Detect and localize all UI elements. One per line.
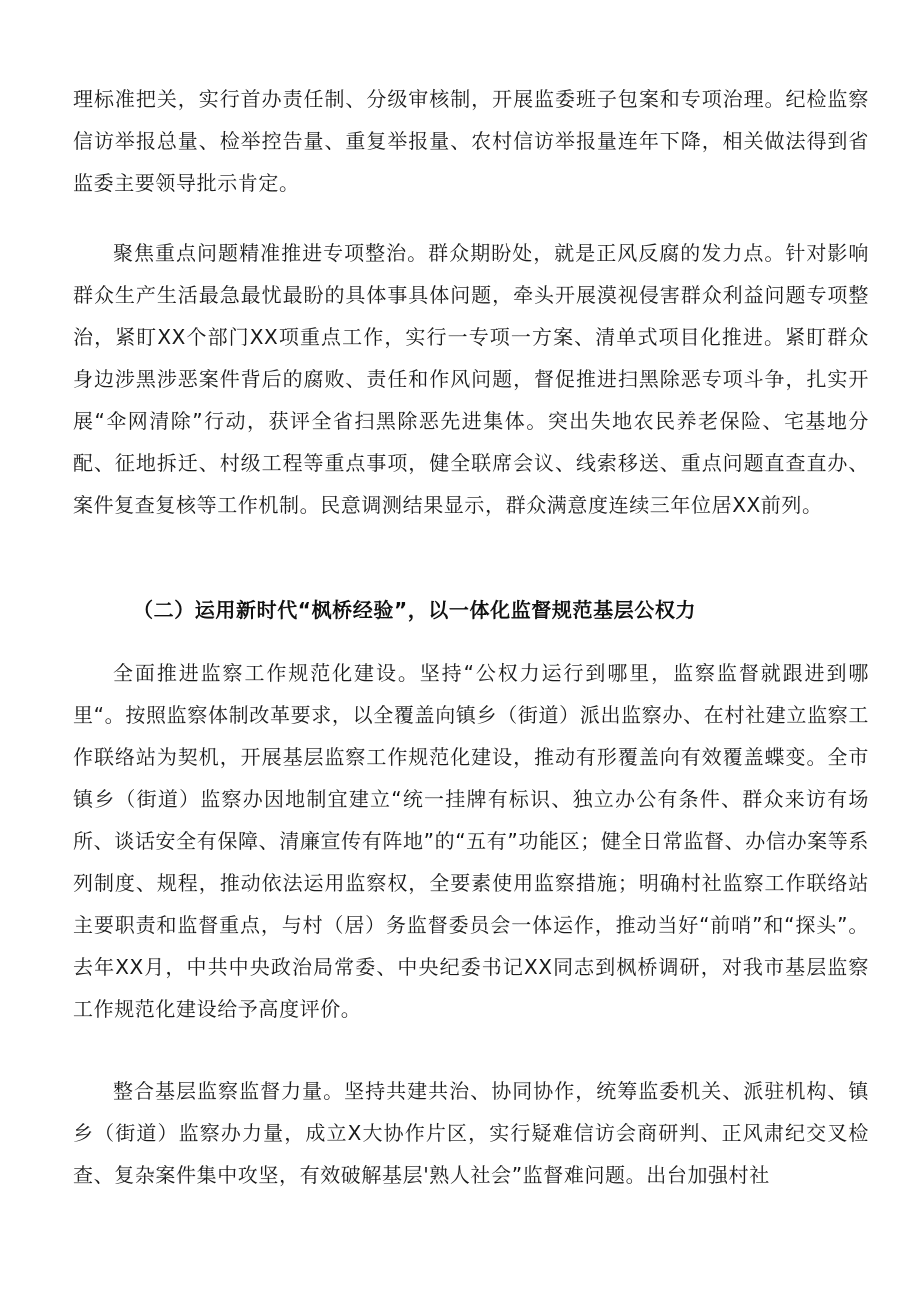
section-heading: （二）运用新时代“枫桥经验”，以一体化监督规范基层公权力 — [133, 598, 697, 622]
paragraph-supervision-forces: 整合基层监察监督力量。坚持共建共治、协同协作，统筹监委机关、派驻机构、镇乡（街道）监察办力量，成立X大协作片区，实行疑难信访会商研判、正风肃纪交叉检查、复杂案件集中攻坚，有效破解基层'熟人社会”监督难问题。出台加强村社 — [73, 1079, 869, 1187]
paragraph-continuation: 理标准把关，实行首办责任制、分级审核制，开展监委班子包案和专项治理。纪检监察信访举报总量、检举控告量、重复举报量、农村信访举报量连年下降，相关做法得到省监委主要领导批示肯定。 — [73, 87, 869, 195]
paragraph-special-rectification: 聚焦重点问题精准推进专项整治。群众期盼处，就是正风反腐的发力点。针对影响群众生产生活最急最忧最盼的具体事具体问题，牵头开展漠视侵害群众利益问题专项整治，紧盯XX个部门XX项重点工作，实行一专项一方案、清单式项目化推进。紧盯群众身边涉黑涉恶案件背后的腐败、责任和作风问题，督促推进扫黑除恶专项斗争，扎实开展“伞网清除”行动，获评全省扫黑除恶先进集体。突出失地农民养老保险、宅基地分配、征地拆迁、村级工程等重点事项，健全联席会议、线索移送、重点问题直查直办、案件复查复核等工作机制。民意调测结果显示，群众满意度连续三年位居XX前列。 — [73, 241, 869, 517]
paragraph-supervision-standardization: 全面推进监察工作规范化建设。坚持“公权力运行到哪里，监察监督就跟进到哪里“。按照监察体制改革要求，以全覆盖向镇乡（街道）派出监察办、在村社建立监察工作联络站为契机，开展基层监察工作规范化建设，推动有形覆盖向有效覆盖蝶变。全市镇乡（街道）监察办因地制宜建立“统一挂牌有标识、独立办公有条件、群众来访有场所、谈话安全有保障、清廉宣传有阵地”的“五有”功能区；健全日常监督、办信办案等系列制度、规程，推动依法运用监察权，全要素使用监察措施；明确村社监察工作联络站主要职责和监督重点，与村（居）务监督委员会一体运作，推动当好“前哨”和“探头”。去年XX月，中共中央政治局常委、中央纪委书记XX同志到枫桥调研，对我市基层监察工作规范化建设给予高度评价。 — [73, 661, 869, 1021]
